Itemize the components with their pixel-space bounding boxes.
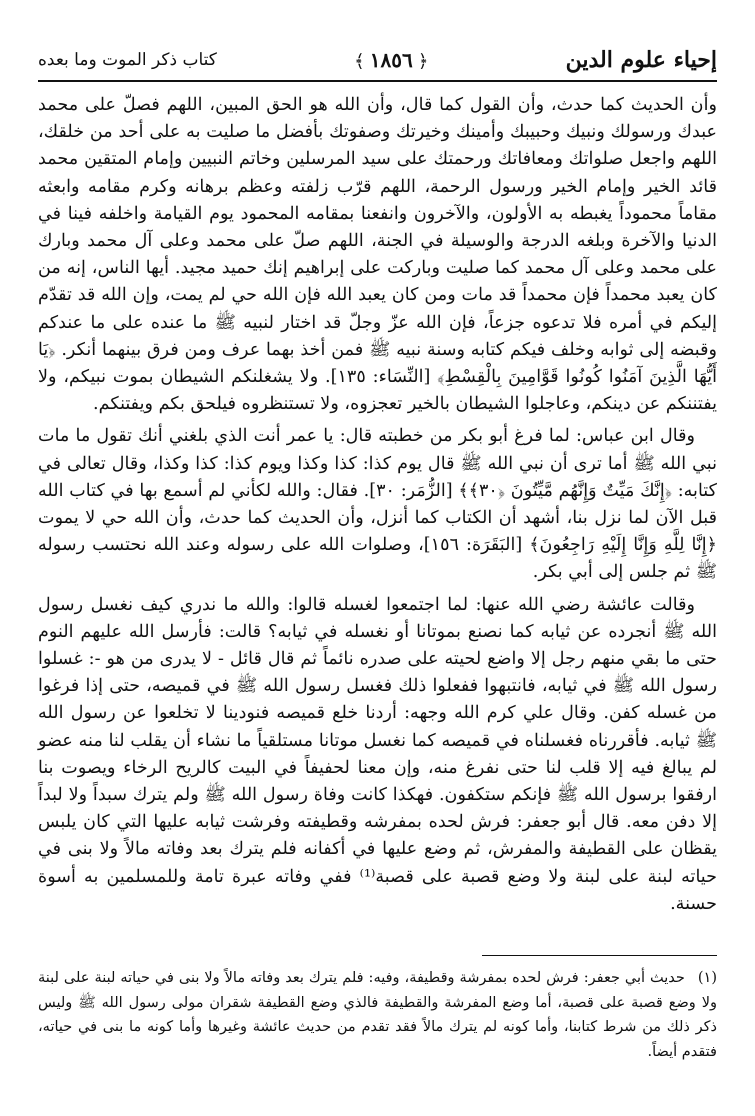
- section-title: كتاب ذكر الموت وما بعده: [38, 50, 217, 70]
- main-text: [38, 92, 717, 923]
- page-number: ١٨٥٦: [369, 48, 413, 72]
- page-number-group: [354, 48, 428, 72]
- ornament-left-icon: ﴾: [354, 51, 365, 72]
- footnote-number: (١): [697, 970, 717, 986]
- book-title: إحياء علوم الدين: [565, 47, 717, 73]
- footnote: [38, 966, 717, 1064]
- paragraph: وقال ابن عباس: لما فرغ أبو بكر من خطبته قال: يا عمر أنت الذي بلغني أنك تقول ما مات نبي الله ﷺ أما ترى أن نبي الله ﷺ قال يوم كذا: كذا وكذا ويوم كذا: كذا وكذا، وقال تعالى في كتابه: ﴿إِنَّكَ مَيِّتٌ وَإِنَّهُم مَّيِّتُونَ ﴿٣٠﴾﴾ [الزُّمَر: ٣٠]. فقال: والله لكأني لم أسمع بها في كتاب الله قبل الآن لما نزل بنا، أشهد أن الكتاب كما أنزل، وأن الحديث كما حدث، وأن الله حي لا يموت ﴿إِنَّا لِلَّهِ وَإِنَّا إِلَيْهِ رَاجِعُونَ﴾ [البَقَرَة: ١٥٦]، وصلوات الله على رسوله وعند الله نحتسب رسوله ﷺ ثم جلس إلى أبي بكر.: [38, 426, 717, 583]
- footnote-separator: [482, 955, 717, 956]
- paragraph: وقالت عائشة رضي الله عنها: لما اجتمعوا لغسله قالوا: والله ما ندري كيف نغسل رسول الله ﷺ أنجرده عن ثيابه كما نصنع بموتانا أو نغسله في ثيابه؟ قالت: فأرسل الله عليهم النوم حتى ما بقي منهم رجل إلا واضع لحيته على صدره نائماً ثم قال قائل - لا يدرى من هو -: غسلوا رسول الله ﷺ في ثيابه، فانتبهوا ففعلوا ذلك فغسل رسول الله ﷺ في قميصه، حتى إذا فرغوا من غسله كفن. وقال علي كرم الله وجهه: أردنا خلع قميصه فنودينا لا تخلعوا عن رسول الله ﷺ ثيابه. فأقررناه فغسلناه في قميصه كما نغسل موتانا مستلقياً ما نشاء أن يقلب لنا منه عضو لم يبالغ فيه إلا قلب لنا حتى نفرغ منه، وإن معنا لحفيفاً في البيت كالريح الرخاء ويصوت بنا ارفقوا برسول الله ﷺ فإنكم ستكفون. فهكذا كانت وفاة رسول الله ﷺ ولم يترك سبداً ولا لبداً إلا دفن معه. قال أبو جعفر: فرش لحده بمفرشه وقطيفته وفرشت ثيابه عليها التي كان يلبس يقظان على القطيفة والمفرش، ثم وضع عليها في أكفانه فلم يترك بعد وفاته مالاً ولا بنى في حياته لبنة على لبنة ولا وضع قصبة على قصبة⁽¹⁾ ففي وفاته عبرة تامة وللمسلمين به أسوة حسنة.: [38, 594, 717, 914]
- paragraph: وأن الحديث كما حدث، وأن القول كما قال، وأن الله هو الحق المبين، اللهم فصلّ على محمد عبدك ورسولك ونبيك وحبيبك وأمينك وخيرتك وصفوتك بأفضل ما صليت به على أحد من خلقك، اللهم واجعل صلواتك ومعافاتك ورحمتك على سيد المرسلين وخاتم النبيين وإمام المتقين محمد قائد الخير وإمام الخير ورسول الرحمة، اللهم قرّب زلفته وعظم برهانه وكرم مقامه وابعثه مقاماً محموداً يغبطه به الأولون، والآخرون وانفعنا بمقامه المحمود يوم القيامة واخلفه فينا في الدنيا والآخرة وبلغه الدرجة والوسيلة في الجنة، اللهم صلّ على محمد وعلى آل محمد وبارك على محمد وعلى آل محمد كما صليت وباركت على إبراهيم إنك حميد مجيد. أيها الناس، إنه من كان يعبد محمداً فإن محمداً قد مات ومن كان يعبد الله فإن الله حي لم يمت، وإن الله قد تقدّم إليكم في أمره فلا تدعوه جزعاً، فإن الله عزّ وجلّ قد اختار لنبيه ﷺ ما عنده على ما عندكم وقبضه إلى ثوابه وخلف فيكم كتابه وسنة نبيه ﷺ فمن أخذ بهما عرف ومن فرق بينهما أنكر. ﴿يَا أَيُّهَا الَّذِينَ آمَنُوا كُونُوا قَوَّامِينَ بِالْقِسْطِ﴾ [النِّسَاء: ١٣٥]. ولا يشغلنكم الشيطان بموت نبيكم، ولا يفتننكم عن دينكم، وعاجلوا الشيطان بالخير تعجزوه، ولا تستنظروه فيلحق بكم ويفتنكم.: [38, 95, 718, 415]
- ornament-right-icon: ﴿: [417, 51, 429, 72]
- footnote-text: حديث أبي جعفر: فرش لحده بمفرشة وقطيفة، وفيه: فلم يترك بعد وفاته مالاً ولا بنى في حياته لبنة على لبنة ولا وضع قصبة على قصبة، أما وضع المفرشة والقطيفة فالذي وضع القطيفة شقران مولى رسول الله ﷺ وليس ذكر ذلك من شرط كتابنا، وأما كونه لم يترك مالاً فقد تقدم من حديث عائشة وغيرها وأما كونه ما بنى في حياته، فتقدم أيضاً.: [38, 970, 717, 1060]
- page-header: [38, 40, 717, 82]
